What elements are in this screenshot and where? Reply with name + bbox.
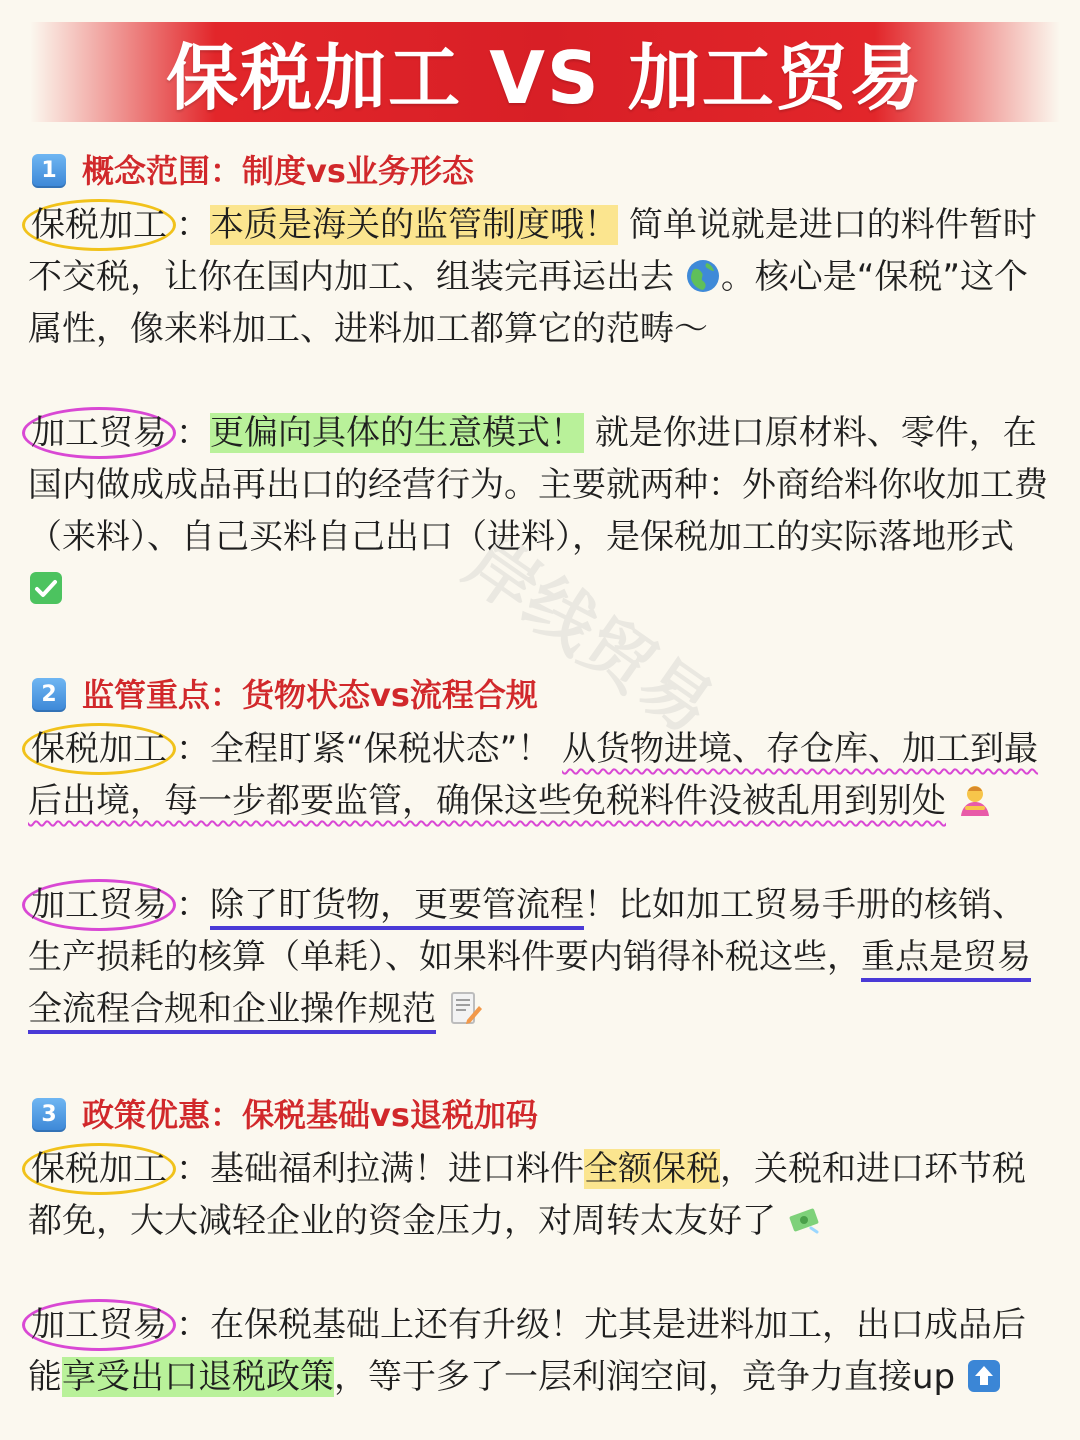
body-text: 就是你进口原材料、零件，在国内做成成品再出口的经营行为。主要就两种：外商给料你收加工费（来料）、自己买料自己出口（进料），是保税加工的实际落地形式 <box>28 413 1048 557</box>
memo-icon <box>447 990 483 1026</box>
section-2-para-2 <box>28 879 1052 1035</box>
watermark: 岸线贸易 <box>451 521 728 750</box>
highlight-text: 本质是海关的监管制度哦！ <box>210 205 618 245</box>
body-text: 。核心是“保税”这个属性，像来料加工、进料加工都算它的范畴～ <box>28 257 1029 349</box>
colon: ： <box>176 1149 210 1189</box>
term-jiagong: 加工贸易 <box>22 879 176 931</box>
highlight-text: 全额保税 <box>584 1149 720 1189</box>
up-arrow-icon <box>966 1358 1002 1394</box>
globe-icon <box>685 258 721 294</box>
section-1-para-1 <box>28 199 1052 355</box>
person-icon <box>957 782 993 818</box>
section-3-para-2 <box>28 1299 1052 1403</box>
money-icon <box>787 1202 823 1238</box>
check-icon <box>28 570 64 606</box>
number-1-icon: 1 <box>32 154 66 188</box>
body-text: ，关税和进口环节税都免，大大减轻企业的资金压力，对周转太友好了 <box>28 1149 1026 1241</box>
colon: ： <box>176 413 210 453</box>
section-3-para-1 <box>28 1143 1052 1247</box>
colon: ： <box>176 1305 210 1345</box>
term-baoshui: 保税加工 <box>22 723 176 775</box>
page-title: 保税加工 VS 加工贸易 <box>166 36 924 120</box>
term-baoshui: 保税加工 <box>22 1143 176 1195</box>
section-3-title <box>32 1087 1052 1143</box>
section-1-heading: 概念范围：制度vs业务形态 <box>82 152 474 190</box>
wavy-underlined-text: 从货物进境、存仓库、加工到最后出境，每一步都要监管，确保这些免税料件没被乱用到别处 <box>28 729 1039 821</box>
number-3-icon: 3 <box>32 1098 66 1132</box>
term-jiagong: 加工贸易 <box>22 1299 176 1351</box>
spacer <box>28 355 1052 407</box>
colon: ： <box>176 729 210 769</box>
section-2-heading: 监管重点：货物状态vs流程合规 <box>82 676 538 714</box>
spacer <box>28 615 1052 667</box>
spacer <box>28 827 1052 879</box>
section-2-para-1 <box>28 723 1052 827</box>
body-text: 基础福利拉满！进口料件 <box>210 1149 584 1189</box>
section-3-heading: 政策优惠：保税基础vs退税加码 <box>82 1096 538 1134</box>
colon: ： <box>176 205 210 245</box>
highlight-text: 享受出口退税政策 <box>62 1357 334 1397</box>
body-text: 在保税基础上还有升级！尤其是进料加工，出口成品后能 <box>28 1305 1026 1397</box>
term-jiagong: 加工贸易 <box>22 407 176 459</box>
number-2-icon: 2 <box>32 678 66 712</box>
title-banner <box>30 22 1060 122</box>
term-baoshui: 保税加工 <box>22 199 176 251</box>
body-text: 全程盯紧“保税状态”！ <box>210 729 552 769</box>
section-1-para-2 <box>28 407 1052 615</box>
underlined-text: 重点是贸易全流程合规和企业操作规范 <box>28 937 1031 1034</box>
section-1-title <box>32 143 1052 199</box>
body-text: ，等于多了一层利润空间，竞争力直接up <box>334 1357 956 1397</box>
spacer <box>28 1035 1052 1087</box>
highlight-text: 更偏向具体的生意模式！ <box>210 413 584 453</box>
body-text: ！比如加工贸易手册的核销、生产损耗的核算（单耗）、如果料件要内销得补税这些， <box>28 885 1026 977</box>
colon: ： <box>176 885 210 925</box>
underlined-text: 除了盯货物，更要管流程 <box>210 885 584 930</box>
content <box>28 143 1052 1403</box>
spacer <box>28 1247 1052 1299</box>
section-2-title <box>32 667 1052 723</box>
body-text: 简单说就是进口的料件暂时不交税，让你在国内加工、组装完再运出去 <box>28 205 1037 297</box>
